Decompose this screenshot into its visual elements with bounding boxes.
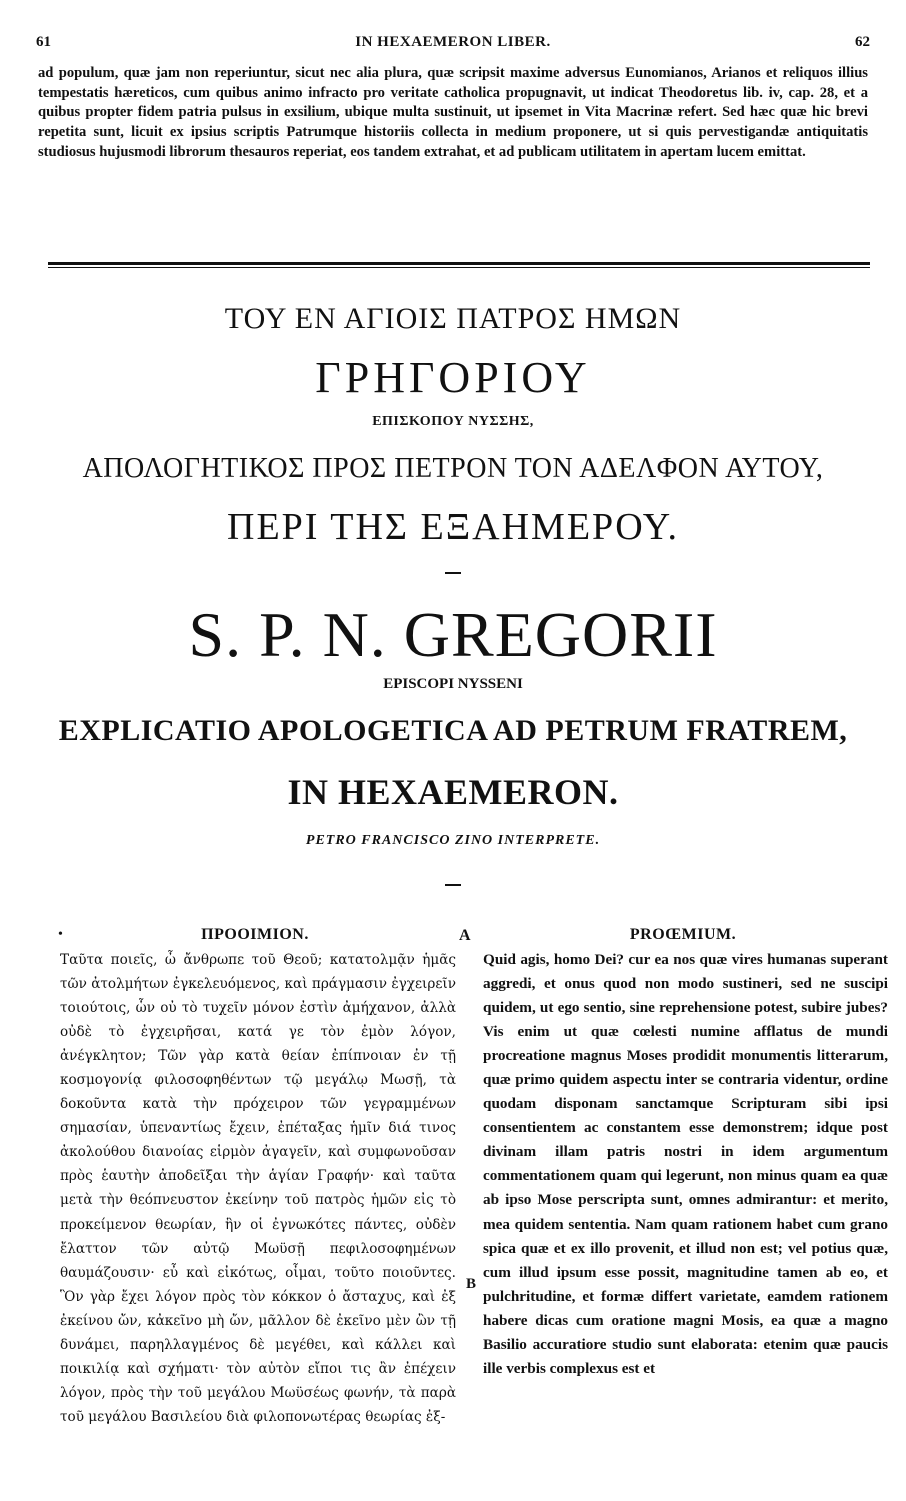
latin-title-subject: IN HEXAEMERON. <box>287 772 619 812</box>
margin-bullet: • <box>58 927 63 942</box>
translator-credit: PETRO FRANCISCO ZINO INTERPRETE. <box>305 833 601 848</box>
running-header <box>36 34 870 54</box>
section-divider <box>48 262 870 268</box>
running-title: IN HEXAEMERON LIBER. <box>355 34 551 50</box>
greek-title-see: ΕΠΙΣΚΟΠΟΥ ΝΥΣΣΗΣ, <box>372 414 534 429</box>
margin-marker-b: B <box>466 1276 477 1292</box>
latin-title-work: EXPLICATIO APOLOGETICA AD PETRUM FRATREM, <box>58 714 848 747</box>
latin-title-see: EPISCOPI NYSSENI <box>383 676 523 692</box>
greek-title-work: ΑΠΟΛΟΓΗΤΙΚΟΣ ΠΡΟΣ ΠΕΤΡΟΝ ΤΟΝ ΑΔΕΛΦΟΝ ΑΥΤΟΥ, <box>82 453 824 484</box>
intro-paragraph: ad populum, quæ jam non reperiuntur, sicut nec alia plura, quæ scripsit maxime adversus Eunomianos, Arianos et reliquos illius tempestatis hæreticos, cum quibus animo infracto pro veritate catholica propugnavit, ut indicat Theodoretus lib. iv, cap. 28, et a quibus propter fidem patria pulsus in exsilium, ubique multa sustinuit, ut ipsemet in Vita Macrinæ refert. Sed hæc quæ hic brevi repetita sunt, licuit ex ipsius scriptis Patrumque historiis collecta in medium proponere, ut si quis pervestigandæ antiquitatis studiosus hujusmodi librorum thesauros reperiat, eos tandem extrahat, et ad publicam utilitatem in apertam lucem emittat. <box>38 65 868 160</box>
title-dash <box>445 572 461 574</box>
greek-column-text: Ταῦτα ποιεῖς, ὦ ἄνθρωπε τοῦ Θεοῦ; κατατολμᾷν ἡμᾶς τῶν ἀτολμήτων ἐγκελευόμενος, καὶ πράγμασιν ἐγχειρεῖν τοιούτοις, ὧν οὐ τὸ τυχεῖν μόνον ἐστὶν ἀμήχανον, ἀλλὰ οὐδὲ τὸ ἐγχειρῆσαι, κατά γε τὸν ἐμὸν λόγον, ἀνέγκλητον; Τῶν γὰρ κατὰ θείαν ἐπίπνοιαν ἐν τῇ κοσμογονίᾳ φιλοσοφηθέντων τῷ μεγάλῳ Μωσῇ, τὰ δοκοῦντα κατὰ τὴν πρόχειρον τῶν γεγραμμένων σημασίαν, ὑπεναντίως ἔχειν, ἐπέταξας ἡμῖν διά τινος ἀκολούθου διανοίας εἱρμὸν ἀγαγεῖν, καὶ συμφωνοῦσαν πρὸς ἑαυτὴν ἀποδεῖξαι τὴν ἁγίαν Γραφήν· καὶ ταῦτα μετὰ τὴν θεόπνευστον ἐκείνην τοῦ πατρὸς ἡμῶν εἰς τὸ προκείμενον θεωρίαν, ἣν οἱ ἐγνωκότες πάντες, οὐδὲν ἔλαττον τῶν αὐτῷ Μωϋσῇ πεφιλοσοφημένων θαυμάζουσιν· εὖ καὶ εἰκότως, οἶμαι, τοῦτο ποιοῦντες. Ὃν γὰρ ἔχει λόγον πρὸς τὸν κόκκον ὁ ἄσταχυς, καὶ ἐξ ἐκείνου ὤν, κἀκεῖνο μὴ ὤν, μᾶλλον δὲ ἐκεῖνο μὲν ὢν τῇ δυνάμει, παρηλλαγμένος δὲ μεγέθει, καὶ κάλλει καὶ ποικιλίᾳ καὶ σχήματι· τὸν αὐτὸν εἴποι τις ἂν ἐπέχειν λόγον, πρὸς τὴν τοῦ μεγάλου Μωϋσέως φωνήν, τὰ παρὰ τοῦ μεγάλου Βασιλείου διὰ φιλοπονωτέρας θεωρίας ἐξ- <box>60 952 456 1425</box>
columns-dash <box>445 884 461 886</box>
greek-title-author: ΓΡΗΓΟΡΙΟΥ <box>315 353 591 402</box>
latin-column-text: Quid agis, homo Dei? cur ea nos quæ vires humanas superant aggredi, et onus quod non modo sustineri, sed ne suscipi quidem, ut ego sentio, sine reprehensione potest, subire jubes? Vis enim ut quæ cœlesti numine afflatus de mundi procreatione magnus Moses prodidit monumentis litterarum, quæ primo quidem aspectu inter se contraria videntur, ordine quodam disponam sanctamque Scripturam sibi ipsi consentientem ac constantem esse demonstrem; idque post divinam illam patris nostri in idem argumentum commentationem quam qui legerunt, non minus quam ea quæ ab ipso Mose perscripta sunt, omnes admirantur: et merito, mea quidem sententia. Nam quam rationem habet cum grano spica quæ et ex illo provenit, et illud non est; vel potius quæ, cum illud ipsum esse possit, magnitudine tamen ab eo, et pulchritudine, et formæ differt varietate, eamdem rationem habere dicas cum oratione magni Mosis, ea quæ a magno Basilio accuratiore studio sunt elaborata: etenim quæ paucis ille verbis complexus est et <box>483 951 888 1377</box>
page-number-right: 62 <box>855 34 870 50</box>
greek-column-heading: ΠΡΟΟΙΜΙΟΝ. <box>201 926 309 943</box>
latin-column-heading: PROŒMIUM. <box>629 926 737 943</box>
greek-title-subject: ΠΕΡΙ ΤΗΣ ΕΞΑΗΜΕΡΟΥ. <box>227 506 679 548</box>
latin-title-author: S. P. N. GREGORII <box>188 599 718 670</box>
greek-title-line-1: ΤΟΥ ΕΝ ΑΓΙΟΙΣ ΠΑΤΡΟΣ ΗΜΩΝ <box>224 302 682 335</box>
page-number-left: 61 <box>36 34 51 50</box>
margin-marker-a: A <box>459 927 471 944</box>
